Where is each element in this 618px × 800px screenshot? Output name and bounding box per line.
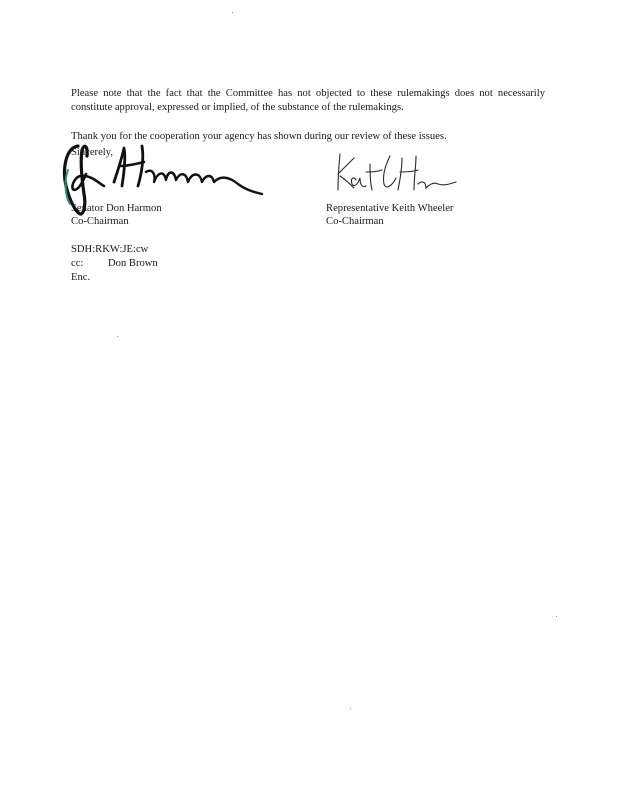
disclaimer-paragraph: Please note that the fact that the Committee has not objected to these rulemakings does not necessarily constitute approval, expressed or implied, of the substance of the rulemakings. — [71, 87, 545, 113]
scan-speck — [232, 12, 233, 13]
signatory-name-left: Senator Don Harmon — [71, 203, 162, 214]
cc-line — [71, 257, 158, 271]
signature-block-right — [326, 202, 546, 228]
reference-block — [71, 243, 158, 285]
handwritten-signature-left — [62, 140, 267, 222]
signatory-name-right: Representative Keith Wheeler — [326, 203, 454, 214]
signatory-title-left: Co-Chairman — [71, 216, 129, 227]
enclosure-line: Enc. — [71, 272, 91, 283]
handwritten-signature-right — [330, 150, 460, 198]
cc-recipient: Don Brown — [108, 258, 158, 269]
closing-line: Sincerely, — [71, 147, 113, 158]
thank-you-paragraph: Thank you for the cooperation your agency has shown during our review of these issues. — [71, 130, 447, 142]
cc-label: cc: — [71, 258, 84, 269]
scan-speck — [556, 616, 557, 617]
reference-initials: SDH:RKW:JE:cw — [71, 244, 149, 255]
signatory-title-right: Co-Chairman — [326, 216, 384, 227]
scan-speck — [350, 708, 351, 709]
scan-speck — [117, 336, 118, 337]
